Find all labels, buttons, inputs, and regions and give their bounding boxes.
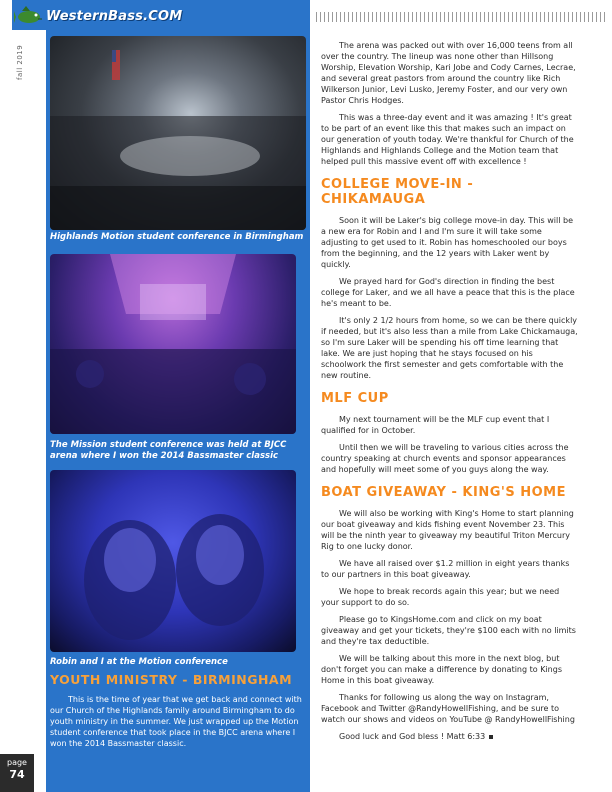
article-closing-paragraph [321,731,579,742]
issue-date: fall 2019 [16,44,24,80]
article-paragraph: Thanks for following us along the way on Instagram, Facebook and Twitter @RandyHowellFishing, and be sure to watch our shows and videos on YouTube @ RandyHowellFishing [321,693,575,724]
section-heading-youth-ministry: YOUTH MINISTRY - BIRMINGHAM [50,672,293,687]
article-paragraph: This was a three-day event and it was amazing ! It's great to be part of an event like this that makes such an impact on our generation of youth today. We're thankful for Church of the Highlands and Highlands College and the Motion team that helped pull this massive event off with excellence ! [321,113,574,166]
top-bar-ruler-pattern [316,12,606,22]
top-bar [0,0,612,30]
right-article-column [321,40,579,742]
side-strip [12,30,46,792]
article-paragraph: Soon it will be Laker's big college move-in day. This will be a new era for Robin and I and I'm sure it will take some adjusting to get used to it. Robin has homeschooled our boys from the beginning, and the 12 years with Laker went by quickly. [321,216,574,269]
section-heading-college-move-in: COLLEGE MOVE-IN - CHIKAMAUGA [321,177,474,207]
article-paragraph: We will also be working with King's Home to start planning our boat giveaway and kids fishing event November 23. This will be the ninth year to giveaway my beautiful Triton Mercury Rig to one lucky donor. [321,509,574,551]
photo-caption-2: The Mission student conference was held at BJCC arena where I won the 2014 Bassmaster classic [50,440,287,461]
article-paragraph: My next tournament will be the MLF cup event that I qualified for in October. [321,415,550,435]
article-paragraph: The arena was packed out with over 16,000 teens from all over the country. The lineup was none other than Hillsong Worship, Elevation Worship, Kari Jobe and Cody Carnes, Lecrae, and several great pastors from around the country like Rich Wilkerson Junior, Levi Lusko, Jeremy Foster, and our very own Pastor Chris Hodges. [321,41,576,105]
article-paragraph: We have all raised over $1.2 million in eight years thanks to our partners in this boat giveaway. [321,559,570,579]
article-paragraph: Until then we will be traveling to various cities across the country speaking at church events and sponsor appearances and hopefully will meet some of you guys along the way. [321,443,569,474]
section-heading-boat-giveaway: BOAT GIVEAWAY - KING'S HOME [321,485,566,500]
left-article-section [50,672,306,749]
article-paragraph: Please go to KingsHome.com and click on my boat giveaway and get your tickets, they're $100 each with no limits and they're tax deductible. [321,615,576,646]
section-heading-mlf-cup: MLF CUP [321,391,389,406]
article-paragraph: It's only 2 1/2 hours from home, so we can be there quickly if needed, but it's also less than a mile from Lake Chickamauga, so I'm sure Laker will be spending his off time learning that lake. We are just hoping that he stays focused on his schoolwork the first semester and gets comfortable with the new routine. [321,316,578,380]
photo-caption-1: Highlands Motion student conference in Birmingham [50,232,304,242]
page-number-tab [0,754,34,792]
article-paragraph: This is the time of year that we get back and connect with our Church of the Highlands family around Birmingham to do youth ministry in the summer. We just wrapped up the Motion student conference that took place in the BJCC arena where I won the 2014 Bassmaster classic. [50,695,302,748]
site-logo[interactable] [14,4,182,28]
article-paragraph: We prayed hard for God's direction in finding the best college for Laker, and we all have a peace that this is the place he's meant to be. [321,277,575,308]
page-label: page [7,758,27,767]
couple-selfie-photo [50,470,296,652]
page-number: 74 [9,768,25,781]
photo-caption-3: Robin and I at the Motion conference [50,657,228,667]
stage-crowd-photo [50,254,296,434]
bass-fish-icon [14,5,44,27]
end-of-article-icon [489,735,493,739]
arena-crowd-photo [50,36,306,230]
article-paragraph: We will be talking about this more in the next blog, but don't forget you can make a difference by donating to Kings Home in this boat giveaway. [321,654,562,685]
article-paragraph: We hope to break records again this year; but we need your support to do so. [321,587,560,607]
logo-text: WesternBass.COM [46,8,183,24]
closing-text: Good luck and God bless ! Matt 6:33 [339,732,486,741]
